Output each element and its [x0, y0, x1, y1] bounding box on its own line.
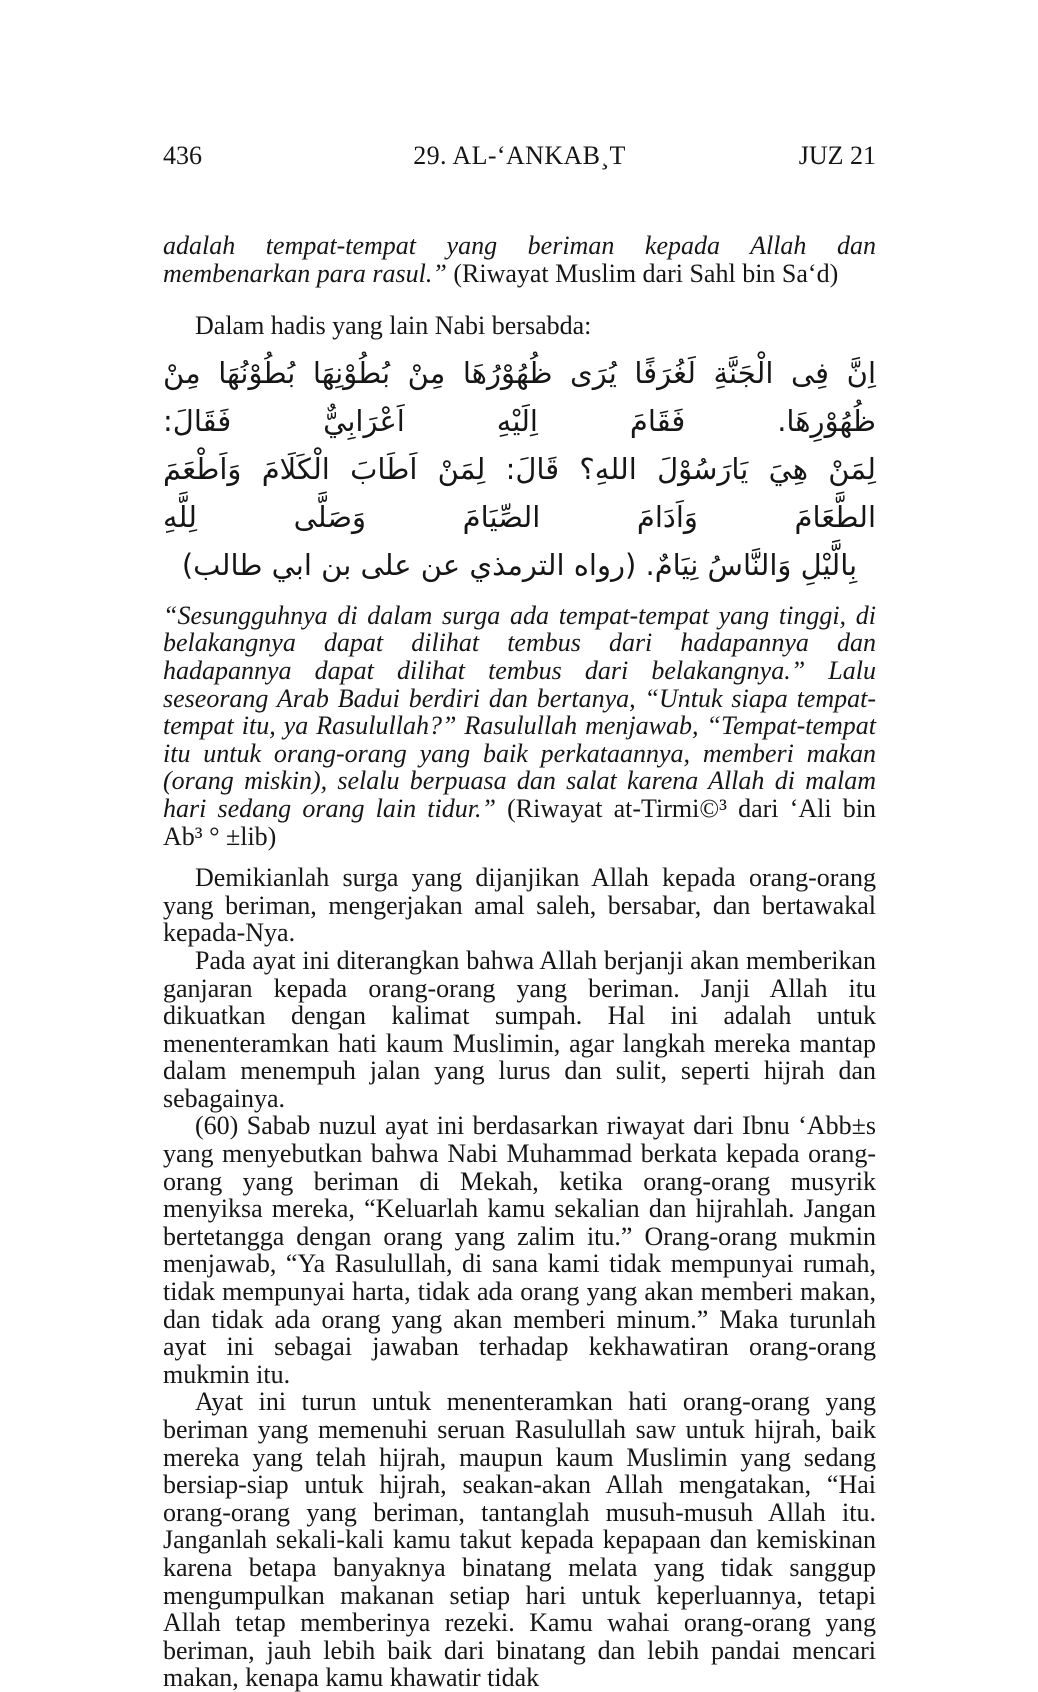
hadith-translation-text: “Sesungguhnya di dalam surga ada tempat-tempat yang tinggi, di belakangnya dapat dilihat tembus dari hadapannya dan hadapannya dapat dilihat tembus dari belakangnya.” Lalu seseorang Arab Badui berdiri dan bertanya, “Untuk siapa tempat-tempat itu, ya Rasulullah?” Rasulullah menjawab, “Tempat-tempat itu untuk orang-orang yang baik perkataannya, memberi makan (orang miskin), selalu berpuasa dan salat karena Allah di malam hari sedang orang lain tidur.”: [163, 600, 876, 823]
arabic-line-1: اِنَّ فِى الْجَنَّةِ لَغُرَفًا يُرَى ظُهُوْرُهَا مِنْ بُطُوْنِهَا بُطُوْنُهَا مِنْ ظُهُوْرِهَا. فَقَامَ اِلَيْهِ اَعْرَابِيٌّ فَقَالَ:: [163, 355, 876, 438]
body-paragraph-4: Ayat ini turun untuk menenteramkan hati orang-orang yang beriman yang memenuhi seruan Rasulullah saw untuk hijrah, baik mereka yang telah hijrah, maupun kaum Muslimin yang sedang bersiap-siap untuk hijrah, seakan-akan Allah mengatakan, “Hai orang-orang yang beriman, tantanglah musuh-musuh Allah itu. Janganlah sekali-kali kamu takut kepada kepapaan dan kemiskinan karena betapa banyaknya binatang melata yang tidak sanggup mengumpulkan makanan setiap hari untuk keperluannya, tetapi Allah tetap memberinya rezeki. Kamu wahai orang-orang yang beriman, jauh lebih baik dari binatang dan lebih pandai mencari makan, kenapa kamu khawatir tidak: [163, 1387, 876, 1692]
surah-title: 29. AL-‘ANKAB¸T: [413, 141, 626, 170]
arabic-line-2: لِمَنْ هِيَ يَارَسُوْلَ اللهِ؟ قَالَ: لِمَنْ اَطَابَ الْكَلَامَ وَاَطْعَمَ الطَّعَامَ وَاَدَامَ الصِّيَامَ وَصَلَّى لِلَّهِ: [163, 451, 876, 534]
page-number: 436: [163, 141, 202, 170]
body-paragraph-3: (60) Sabab nuzul ayat ini berdasarkan riwayat dari Ibnu ‘Abb±s yang menyebutkan bahwa Nabi Muhammad berkata kepada orang-orang yang beriman di Mekah, ketika orang-orang musyrik menyiksa mereka, “Keluarlah kamu sekalian dan hijrahlah. Jangan bertetangga dengan orang yang zalim itu.” Orang-orang mukmin menjawab, “Ya Rasulullah, di sana kami tidak mempunyai rumah, tidak mempunyai harta, tidak ada orang yang akan memberi makan, dan tidak ada orang yang akan memberi minum.” Maka turunlah ayat ini sebagai jawaban terhadap kekhawatiran orang-orang mukmin itu.: [163, 1111, 876, 1389]
arabic-line-3: بِالَّيْلِ وَالنَّاسُ نِيَامٌ. (رواه الترمذي عن على بن ابي طالب): [181, 547, 858, 582]
intro-paragraph: [163, 232, 876, 287]
intro-source-citation: (Riwayat Muslim dari Sahl bin Sa‘d): [446, 258, 839, 288]
arabic-hadith-block: [163, 349, 876, 589]
body-paragraph-1: Demikianlah surga yang dijanjikan Allah kepada orang-orang yang beriman, mengerjakan amal saleh, bersabar, dan bertawakal kepada-Nya.: [163, 863, 876, 948]
intro-translation-text: adalah tempat-tempat yang beriman kepada Allah dan membenarkan para rasul.”: [163, 231, 876, 288]
hadith-source-citation: (Riwayat at-Tirmi©³ dari ‘Ali bin Ab³ ° ±lib): [163, 793, 876, 851]
hadith-lead-sentence: Dalam hadis yang lain Nabi bersabda:: [195, 311, 592, 341]
juz-label: JUZ 21: [798, 141, 876, 170]
body-paragraph-2: Pada ayat ini diterangkan bahwa Allah berjanji akan memberikan ganjaran kepada orang-orang yang beriman. Janji Allah itu dikuatkan dengan kalimat sumpah. Hal ini adalah untuk menenteramkan hati kaum Muslimin, agar langkah mereka mantap dalam menempuh jalan yang lurus dan sulit, seperti hijrah dan sebagainya.: [163, 945, 876, 1113]
page-header: [163, 142, 876, 170]
hadith-translation-paragraph: [163, 602, 876, 850]
